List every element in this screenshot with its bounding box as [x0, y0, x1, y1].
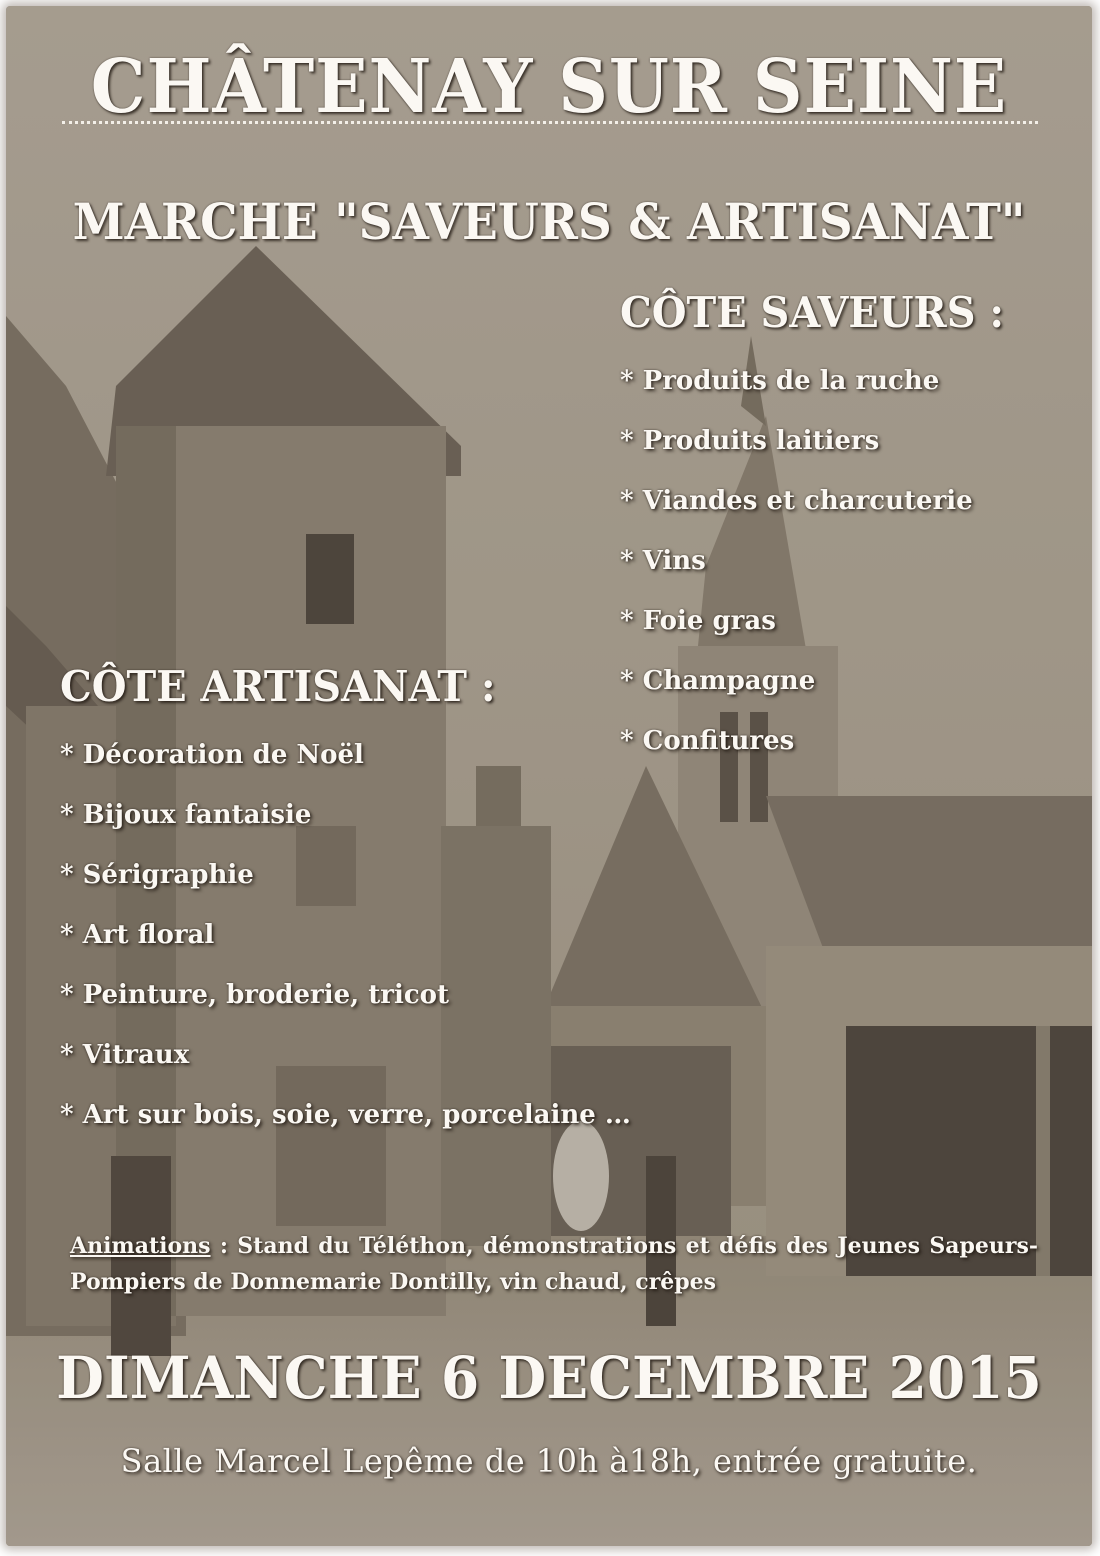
artisanat-list	[60, 740, 631, 1160]
animations-paragraph	[70, 1228, 1038, 1300]
saveurs-heading: CÔTE SAVEURS :	[620, 288, 1005, 337]
event-poster	[6, 6, 1092, 1546]
list-item: * Vins	[620, 546, 706, 576]
list-item: * Confitures	[620, 726, 795, 756]
event-subtitle: MARCHE "SAVEURS & ARTISANAT"	[72, 192, 1026, 251]
event-venue: Salle Marcel Lepême de 10h à18h, entrée gratuite.	[120, 1442, 978, 1480]
list-item: * Art floral	[60, 920, 215, 950]
list-item: * Produits laitiers	[620, 426, 880, 456]
title-dotted-rule	[62, 121, 1038, 124]
saveurs-list	[620, 366, 973, 786]
list-item: * Viandes et charcuterie	[620, 486, 973, 516]
list-item: * Vitraux	[60, 1040, 190, 1070]
list-item: * Peinture, broderie, tricot	[60, 980, 450, 1010]
list-item: * Sérigraphie	[60, 860, 254, 890]
artisanat-heading: CÔTE ARTISANAT :	[60, 662, 496, 711]
list-item: * Foie gras	[620, 606, 776, 636]
poster-title: CHÂTENAY SUR SEINE	[90, 44, 1008, 130]
animations-label: Animations	[70, 1233, 211, 1259]
event-date: DIMANCHE 6 DECEMBRE 2015	[56, 1344, 1042, 1412]
list-item: * Bijoux fantaisie	[60, 800, 312, 830]
list-item: * Champagne	[620, 666, 816, 696]
list-item: * Art sur bois, soie, verre, porcelaine …	[60, 1100, 631, 1130]
list-item: * Produits de la ruche	[620, 366, 940, 396]
animations-text: : Stand du Téléthon, démonstrations et défis des Jeunes Sapeurs-Pompiers de Donnemarie Dontilly, vin chaud, crêpes	[70, 1233, 1038, 1295]
list-item: * Décoration de Noël	[60, 740, 364, 770]
